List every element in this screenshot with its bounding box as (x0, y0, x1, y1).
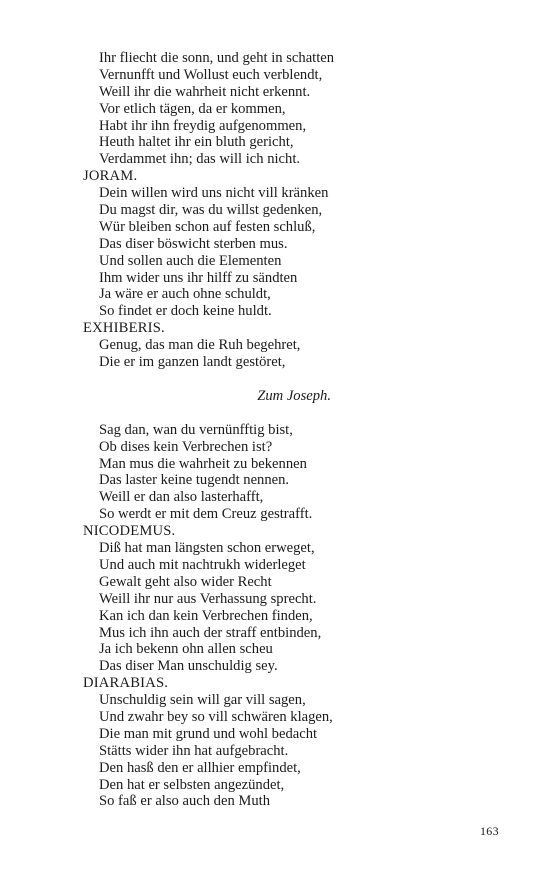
verse-line: Wür bleiben schon auf festen schluß, (99, 218, 316, 235)
verse-line: So faß er also auch den Muth (99, 793, 271, 810)
verse-line: Du magst dir, was du willst gedenken, (99, 202, 323, 219)
verse-block (83, 185, 513, 320)
verse-line: Genug, das man die Ruh begehret, (99, 337, 301, 354)
verse-line: Ob dises kein Verbrechen ist? (99, 438, 273, 455)
verse-line: Weill er dan also lasterhafft, (99, 489, 264, 506)
verse-line: So werdt er mit dem Creuz gestrafft. (99, 506, 313, 523)
page-number: 163 (480, 824, 499, 838)
verse-line: Stätts wider ihn hat aufgebracht. (99, 742, 289, 759)
verse-block (83, 540, 513, 675)
speaker-name: NICODEMUS. (83, 523, 176, 540)
speaker-name: EXHIBERIS. (83, 320, 165, 337)
verse-line: Das laster keine tugendt nennen. (99, 472, 290, 489)
verse-line: Das diser böswicht sterben mus. (99, 235, 288, 252)
verse-line: Vor etlich tägen, da er kommen, (99, 100, 286, 117)
speaker-name: JORAM. (83, 168, 138, 185)
verse-line: Den hat er selbsten angezündet, (99, 776, 285, 793)
verse-block (83, 337, 513, 371)
verse-line: Und sollen auch die Elementen (99, 252, 282, 269)
verse-line: Den hasß den er allhier empfindet, (99, 759, 301, 776)
verse-line: Das diser Man unschuldig sey. (99, 658, 278, 675)
verse-line: Und auch mit nachtrukh widerleget (99, 556, 306, 573)
verse-line: Ihm wider uns ihr hilff zu sändten (99, 269, 298, 286)
drama-text (83, 50, 513, 810)
verse-line: Verdammet ihn; das will ich nicht. (99, 151, 301, 168)
verse-line: Vernunfft und Wollust euch verblendt, (99, 66, 323, 83)
verse-line: Mus ich ihn auch der straff entbinden, (99, 624, 322, 641)
verse-line: Weill ihr die wahrheit nicht erkennt. (99, 83, 311, 100)
verse-line: Man mus die wahrheit zu bekennen (99, 455, 307, 472)
verse-line: Habt ihr ihn freydig aufgenommen, (99, 117, 307, 134)
verse-line: Heuth haltet ihr ein bluth gericht, (99, 134, 294, 151)
verse-block (83, 422, 513, 523)
speaker-name: DIARABIAS. (83, 675, 169, 692)
verse-line: Und zwahr bey so vill schwären klagen, (99, 708, 333, 725)
verse-line: Ja ich bekenn ohn allen scheu (99, 641, 273, 658)
verse-line: Ihr fliecht die sonn, und geht in schatten (99, 50, 335, 66)
verse-line: Diß hat man längsten schon erweget, (99, 540, 315, 557)
verse-line: Die man mit grund und wohl bedacht (99, 725, 318, 742)
verse-line: Kan ich dan kein Verbrechen finden, (99, 607, 313, 624)
verse-block (83, 692, 513, 810)
verse-line: Weill ihr nur aus Verhassung sprecht. (99, 590, 317, 607)
verse-line: Ja wäre er auch ohne schuldt, (99, 286, 271, 303)
verse-line: Gewalt geht also wider Recht (99, 573, 272, 590)
verse-line: Unschuldig sein will gar vill sagen, (99, 692, 306, 709)
verse-line: Die er im ganzen landt gestöret, (99, 354, 286, 371)
verse-block (83, 50, 513, 168)
verse-line: Sag dan, wan du vernünfftig bist, (99, 421, 293, 438)
verse-line: So findet er doch keine huldt. (99, 303, 272, 320)
stage-direction: Zum Joseph. (257, 387, 331, 404)
verse-line: Dein willen wird uns nicht vill kränken (99, 185, 329, 202)
